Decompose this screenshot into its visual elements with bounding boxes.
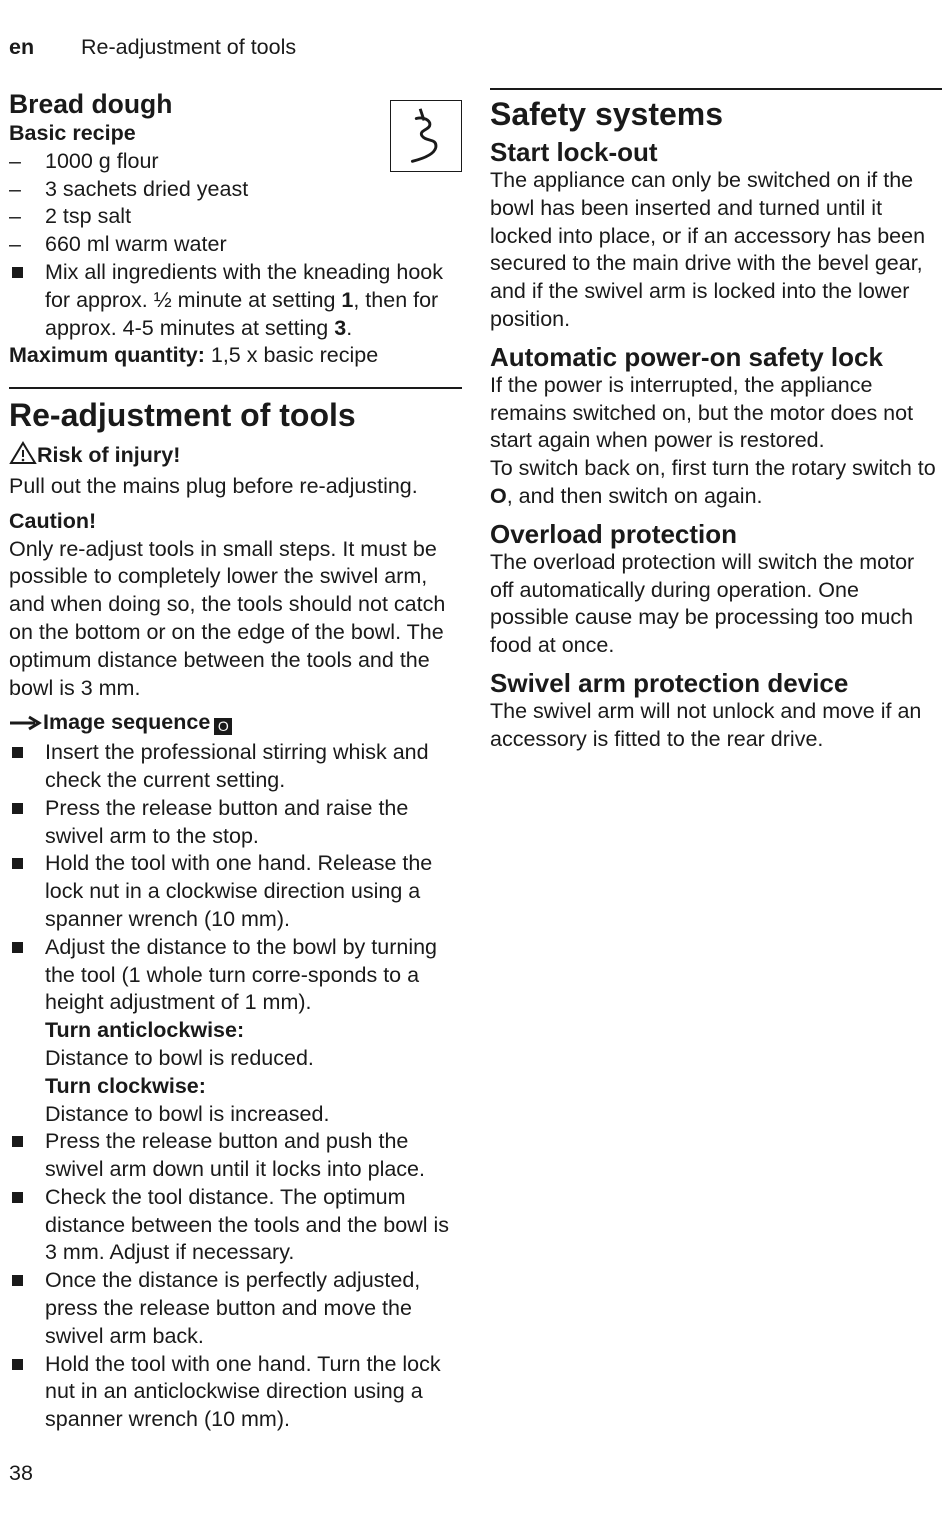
step-item: Adjust the distance to the bowl by turning the tool (1 whole turn corre-sponds to a height adjustment of 1 mm).: [9, 934, 462, 1017]
bullet-square-icon: [12, 1136, 23, 1147]
section-divider: [9, 387, 462, 389]
clockwise-note: Turn clockwise:: [45, 1073, 206, 1098]
swivel-arm-text: The swivel arm will not unlock and move if an accessory is fitted to the rear drive.: [490, 698, 922, 751]
step-item: Insert the professional stirring whisk and check the current setting.: [9, 739, 462, 795]
anticlockwise-note: Turn anticlockwise:: [45, 1018, 245, 1043]
header-title: Re-adjustment of tools: [81, 35, 297, 59]
right-column: [490, 88, 942, 754]
bullet-square-icon: [12, 1192, 23, 1203]
risk-text: Pull out the mains plug before re-adjusting.: [9, 473, 418, 498]
ingredient-item: – 1000 g flour: [9, 148, 159, 173]
section-divider: [490, 88, 942, 90]
image-sequence: Image sequence O: [9, 709, 462, 739]
bullet-square-icon: [12, 267, 23, 278]
readjustment-section: [9, 395, 462, 1434]
auto-lock-title: Automatic power-on safety lock: [490, 341, 883, 372]
maximum-quantity: Maximum quantity: 1,5 x basic recipe: [9, 343, 379, 368]
ingredient-item: – 660 ml warm water: [9, 232, 227, 257]
bullet-square-icon: [12, 1359, 23, 1370]
page-number: 38: [9, 1461, 33, 1485]
step-item: Hold the tool with one hand. Release the lock nut in a clockwise direction using a spanner wrench (10 mm).: [9, 850, 462, 933]
step-item: Once the distance is perfectly adjusted, press the release button and move the swivel arm back.: [9, 1267, 462, 1350]
auto-lock-text-2: To switch back on, first turn the rotary switch to O, and then switch on again.: [490, 456, 936, 508]
readjustment-title: Re-adjustment of tools: [9, 397, 356, 434]
basic-recipe-subtitle: Basic recipe: [9, 121, 136, 145]
language-code: en: [9, 35, 35, 59]
page-header: [9, 34, 941, 62]
ingredient-item: – 2 tsp salt: [9, 204, 132, 229]
auto-lock-text: If the power is interrupted, the appliance remains switched on, but the motor does not start again when power is restored.: [490, 372, 914, 453]
swivel-arm-title: Swivel arm protection device: [490, 667, 849, 698]
step-item: Press the release button and push the swivel arm down until it locks into place.: [9, 1128, 462, 1184]
left-column: [9, 88, 462, 1434]
start-lockout-title: Start lock-out: [490, 137, 658, 167]
bullet-square-icon: [12, 747, 23, 758]
arrow-right-icon: [9, 711, 43, 739]
risk-warning: Risk of injury!: [9, 441, 462, 473]
bread-dough-section: [9, 88, 462, 370]
step-item: Check the tool distance. The optimum distance between the tools and the bowl is 3 mm. Adjust if necessary.: [9, 1184, 462, 1267]
step-item: Hold the tool with one hand. Turn the lock nut in an anticlockwise direction using a spanner wrench (10 mm).: [9, 1351, 462, 1434]
bullet-square-icon: [12, 942, 23, 953]
clockwise-text: Distance to bowl is increased.: [45, 1101, 330, 1126]
off-symbol-icon: O: [490, 483, 507, 508]
anticlockwise-text: Distance to bowl is reduced.: [45, 1045, 314, 1070]
overload-title: Overload protection: [490, 518, 738, 549]
start-lockout-text: The appliance can only be switched on if the bowl has been inserted and turned until it locked into place, or if an accessory has been secured to the main drive with the bevel gear, and if the swivel arm is locked into the lower position.: [490, 168, 926, 331]
ingredient-item: – 3 sachets dried yeast: [9, 176, 249, 201]
bread-dough-title: Bread dough: [9, 89, 173, 119]
sequence-o-icon: O: [214, 718, 232, 735]
bullet-square-icon: [12, 1275, 23, 1286]
warning-triangle-icon: [9, 441, 37, 473]
caution-label: Caution!: [9, 508, 97, 533]
safety-systems-title: Safety systems: [490, 96, 724, 132]
overload-text: The overload protection will switch the motor off automatically during operation. One possible cause may be processing too much food at once.: [490, 549, 915, 658]
step-item: Press the release button and raise the swivel arm to the stop.: [9, 795, 462, 851]
bullet-square-icon: [12, 803, 23, 814]
bullet-square-icon: [12, 858, 23, 869]
mix-instruction: Mix all ingredients with the kneading hook for approx. ½ minute at setting 1, then for approx. 4-5 minutes at setting 3.: [9, 259, 462, 342]
caution-text: Only re-adjust tools in small steps. It must be possible to completely lower the swivel arm, and when doing so, the tools should not catch on the bottom or on the edge of the bowl. The optimum distance between the tools and the bowl is 3 mm.: [9, 536, 446, 700]
